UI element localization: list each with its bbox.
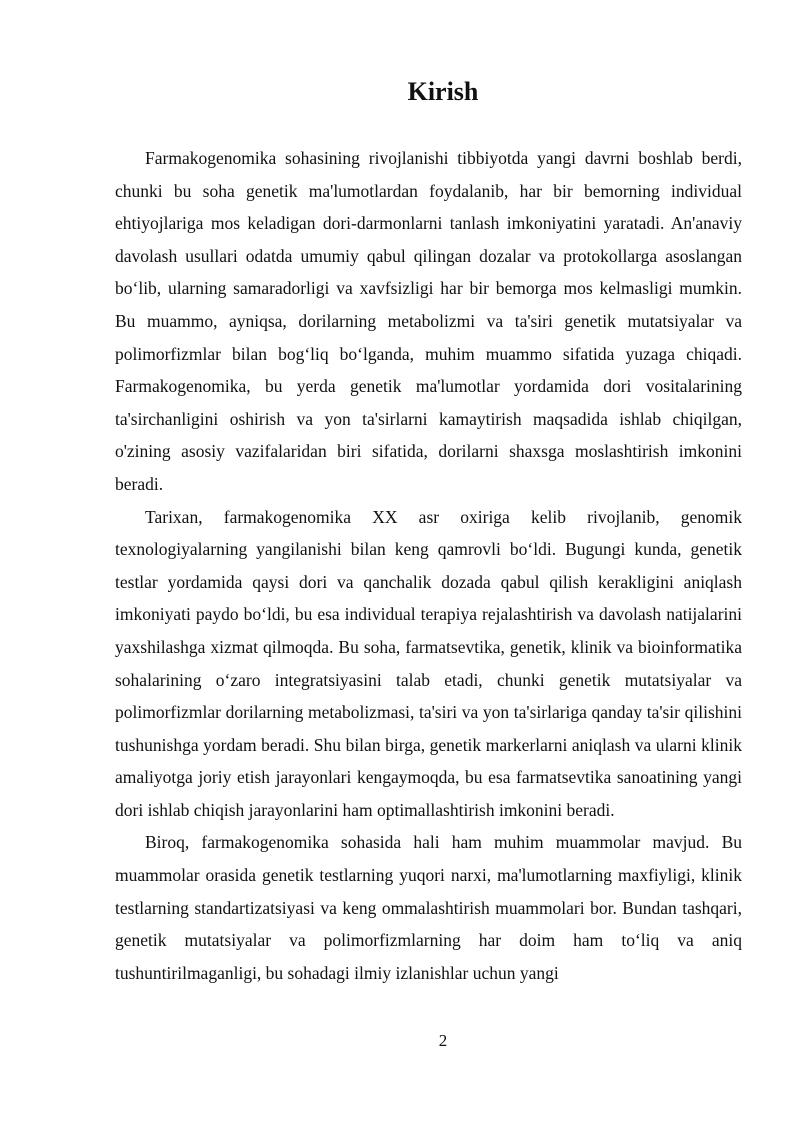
page-title: Kirish (407, 77, 479, 106)
paragraph-2: Tarixan, farmakogenomika XX asr oxiriga kelib rivojlanib, genomik texnologiyalarning yangilanishi bilan keng qamrovli bo‘ldi. Bugungi kunda, genetik testlar yordamida qaysi dori va qanchalik dozada qabul qilish kerakligini aniqlash imkoniyati paydo bo‘ldi, bu esa individual terapiya rejalashtirish va davolash natijalarini yaxshilashga xizmat qilmoqda. Bu soha, farmatsevtika, genetik, klinik va bioinformatika sohalarining o‘zaro integratsiyasini talab etadi, chunki genetik mutatsiyalar va polimorfizmlar dorilarning metabolizmasi, ta'siri va yon ta'sirlariga qanday ta'sir qilishini tushunishga yordam beradi. Shu bilan birga, genetik markerlarni aniqlash va ularni klinik amaliyotga joriy etish jarayonlari kengaymoqda, bu esa farmatsevtika sanoatining yangi dori ishlab chiqish jarayonlarini ham optimallashtirish imkonini beradi. (115, 506, 742, 820)
paragraph-1: Farmakogenomika sohasining rivojlanishi tibbiyotda yangi davrni boshlab berdi, chunki bu soha genetik ma'lumotlardan foydalanib, har bir bemorning individual ehtiyojlariga mos keladigan dori-darmonlarni tanlash imkoniyatini yaratadi. An'anaviy davolash usullari odatda umumiy qabul qilingan dozalar va protokollarga asoslangan bo‘lib, ularning samaradorligi va xavfsizligi har bir bemorga mos kelmasligi mumkin. Bu muammo, ayniqsa, dorilarning metabolizmi va ta'siri genetik mutatsiyalar va polimorfizmlar bilan bog‘liq bo‘lganda, muhim muammo sifatida yuzaga chiqadi. Farmakogenomika, bu yerda genetik ma'lumotlar yordamida dori vositalarining ta'sirchanligini oshirish va yon ta'sirlarni kamaytirish maqsadida ishlab chiqilgan, o'zining asosiy vazifalaridan biri sifatida, dorilarni shaxsga moslashtirish imkonini beradi. (115, 148, 742, 494)
body-text (115, 142, 742, 989)
paragraph-3: Biroq, farmakogenomika sohasida hali ham muhim muammolar mavjud. Bu muammolar orasida genetik testlarning yuqori narxi, ma'lumotlarning maxfiyligi, klinik testlarning standartizatsiyasi va keng ommalashtirish muammolari bor. Bundan tashqari, genetik mutatsiyalar va polimorfizmlarning har doim ham to‘liq va aniq tushuntirilmaganligi, bu sohadagi ilmiy izlanishlar uchun yangi (115, 832, 742, 983)
page-number: 2 (438, 1031, 448, 1050)
